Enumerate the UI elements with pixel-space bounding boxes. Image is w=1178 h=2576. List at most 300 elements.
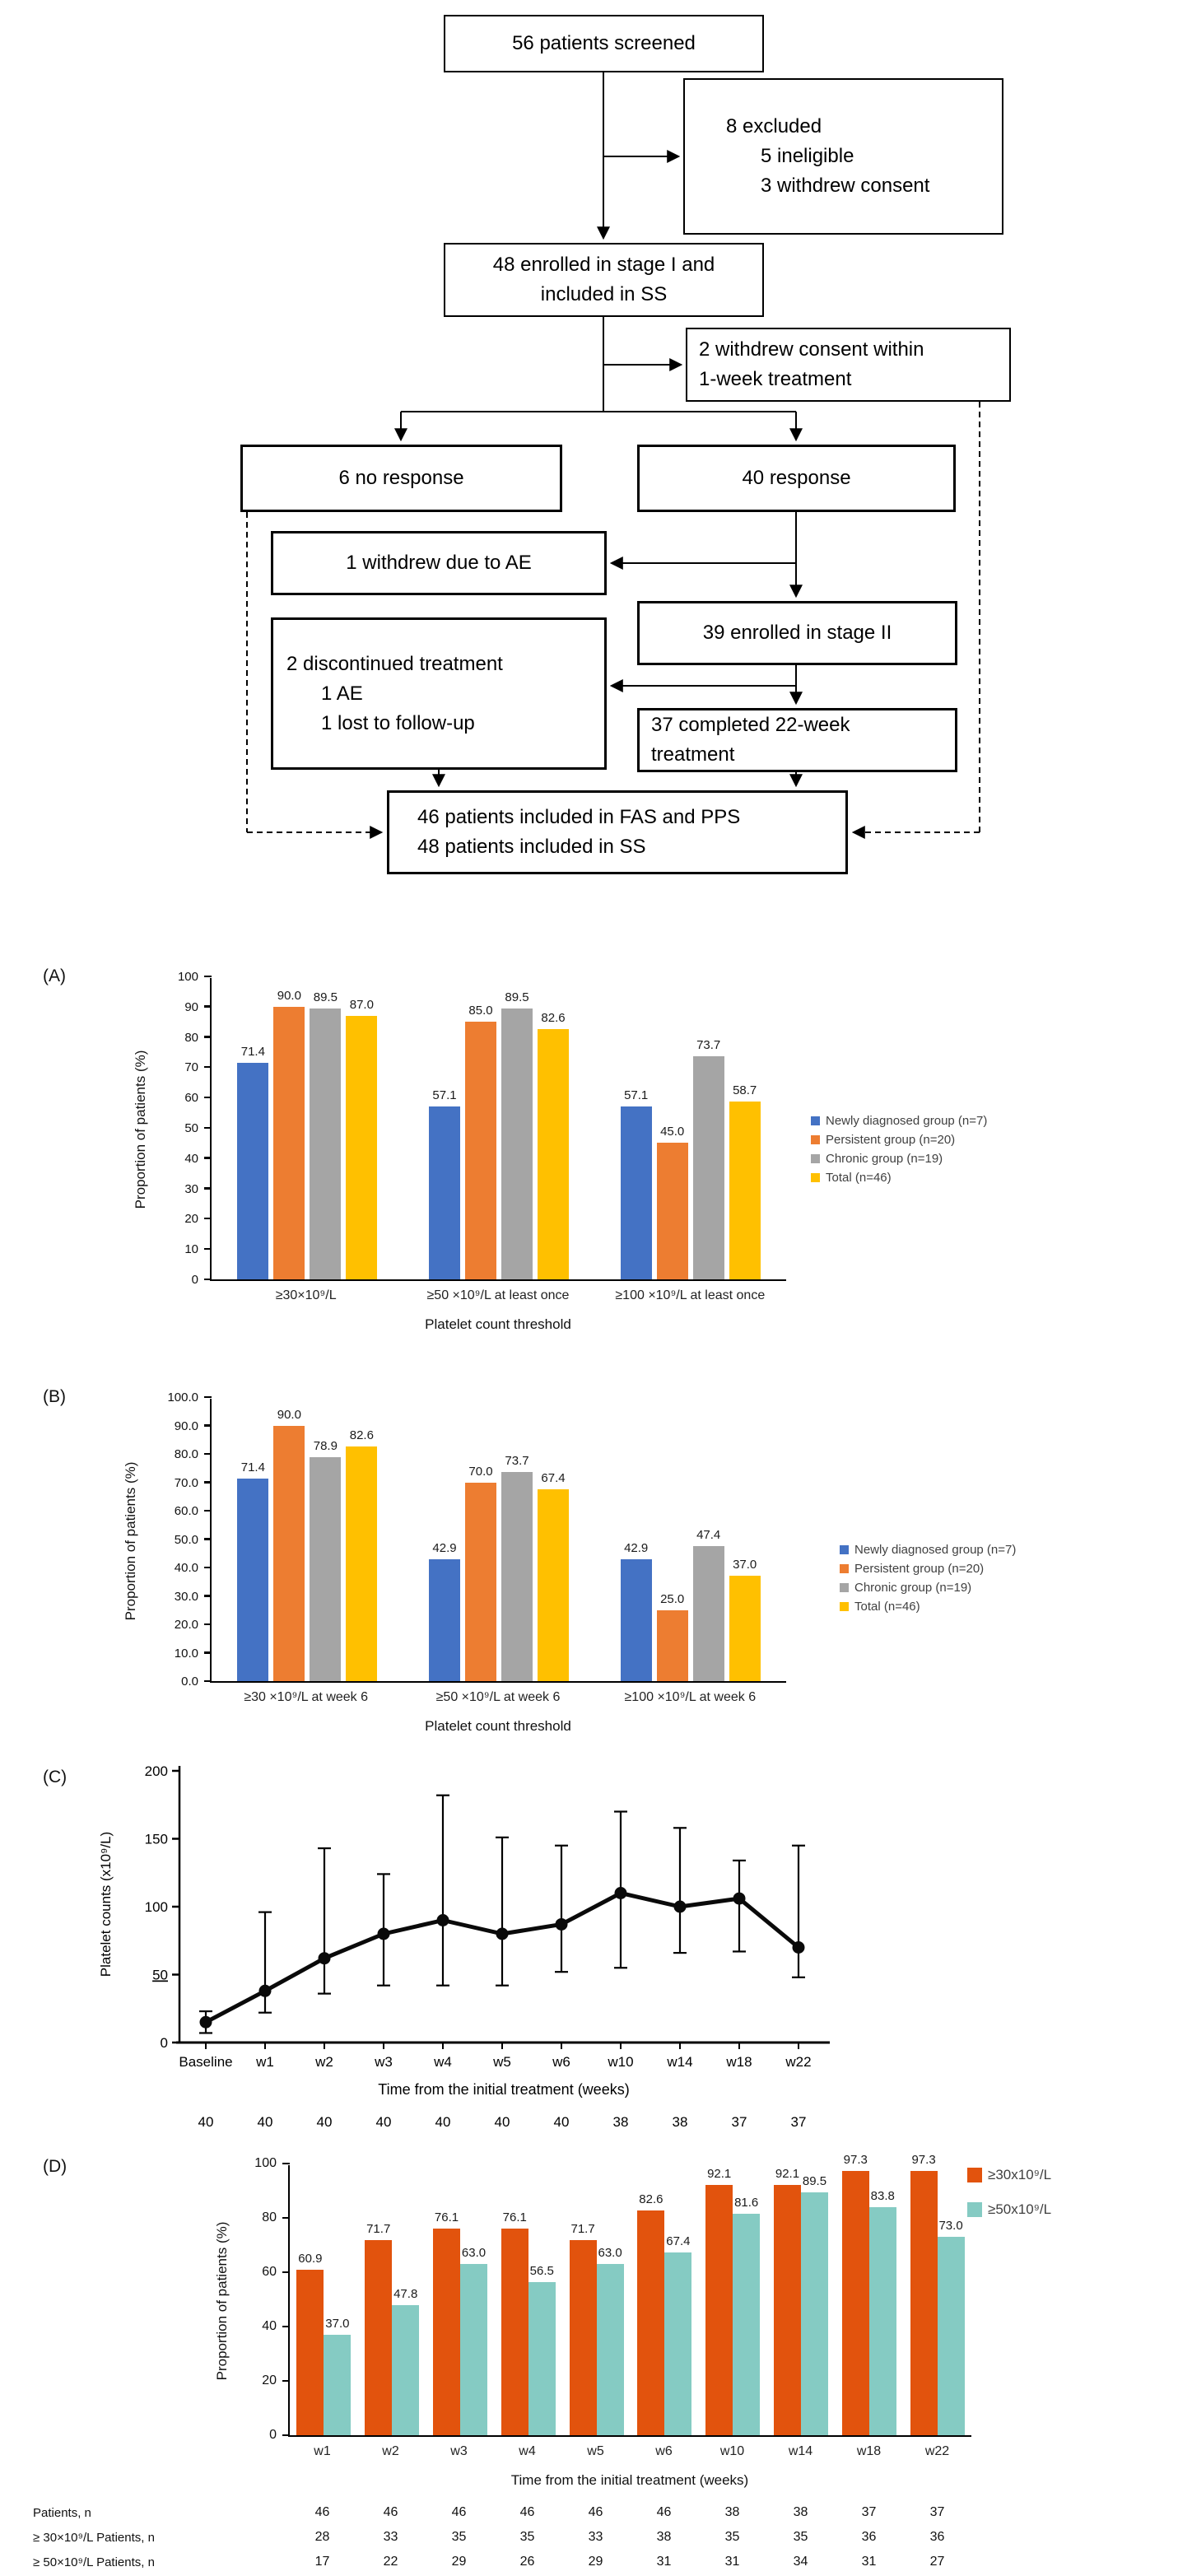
chart-a-legend [811,1114,987,1190]
x-category-label: w5 [493,2054,511,2070]
y-axis-title: Proportion of patients (%) [133,1050,148,1209]
bar-value-label: 57.1 [432,1088,457,1102]
x-category-label: w6 [655,2444,673,2458]
bar-group [237,988,377,1279]
error-bar [436,1796,449,1986]
legend-label: Chronic group (n=19) [826,1152,943,1166]
table-cell: 46 [588,2505,603,2519]
bar-value-label: 92.1 [775,2167,800,2182]
n-value: 37 [790,2114,807,2130]
table-cell: 46 [451,2505,467,2519]
table-cell: 46 [314,2505,330,2519]
chart-d-plot-area [254,2152,971,2442]
y-tick-mark [282,2163,290,2165]
x-category-label: w22 [785,2054,812,2070]
bar-≥50x10⁹/L [733,2195,760,2435]
y-tick-mark [204,1567,212,1569]
bar-group [570,2222,624,2435]
bar-Newly diagnosed group (n=7) [237,1460,268,1681]
table-cell: 28 [314,2530,330,2544]
bar-group [842,2152,896,2435]
flowchart-box-response [637,445,956,512]
error-bar [258,1912,272,2013]
bar-≥50x10⁹/L [392,2287,419,2435]
table-row [0,2502,1178,2527]
bar-≥50x10⁹/L [664,2234,691,2435]
legend-item [840,1543,1016,1557]
flowchart-box-line: 8 excluded [726,115,822,137]
y-tick-mark [204,1066,212,1069]
bar-value-label: 70.0 [468,1464,493,1479]
n-value: 38 [612,2114,629,2130]
chart-b-plot-area [167,1390,786,1689]
y-tick-mark [204,1157,212,1159]
y-tick-label: 150 [144,1831,168,1847]
panel-d-label: (D) [43,2157,68,2176]
data-point [378,1928,390,1940]
error-bar [555,1846,568,1972]
flowchart-box-line: 1 lost to follow-up [321,711,475,734]
y-tick-label: 0 [160,2035,168,2051]
bar-≥50x10⁹/L [460,2246,487,2435]
bar-≥50x10⁹/L [869,2189,896,2435]
bar-value-label: 89.5 [802,2173,827,2188]
y-tick-mark [204,1538,212,1540]
y-tick-label: 60.0 [174,1504,198,1518]
y-tick-label: 20 [262,2373,277,2387]
chart-d-n-table [0,2502,1178,2576]
bar-group [429,1453,569,1681]
bar-Total (n=46) [729,1083,761,1279]
data-point [793,1941,805,1954]
bar-group [910,2152,965,2435]
y-tick-label: 100 [254,2156,277,2170]
y-tick-mark [204,1453,212,1456]
y-tick-label: 200 [144,1763,168,1779]
data-point [556,1918,568,1931]
bar-value-label: 89.5 [505,990,529,1004]
y-tick-mark [204,1187,212,1190]
bar-≥50x10⁹/L [801,2173,828,2435]
legend-label: Persistent group (n=20) [854,1562,985,1576]
error-bar [733,1861,746,1952]
bar-value-label: 87.0 [349,997,374,1012]
table-cell: 31 [656,2555,672,2569]
legend-item [811,1152,987,1166]
table-cell: 38 [793,2505,808,2519]
bar-Total (n=46) [346,1428,377,1681]
x-category-label: w14 [667,2054,693,2070]
chart-d-legend [967,2167,1051,2236]
y-tick-label: 70.0 [174,1475,198,1490]
table-cell: 46 [519,2505,535,2519]
legend-item [811,1114,987,1128]
chart-b [123,1374,786,1735]
x-category-label: w6 [552,2054,570,2070]
bar-value-label: 73.7 [505,1453,529,1468]
flowchart-box-line: 2 withdrew consent within [699,338,924,361]
bar-group [433,2210,487,2435]
bar-column [699,2165,767,2435]
bar-column [835,2152,903,2435]
data-point [200,2016,212,2029]
y-tick-mark [282,2271,290,2274]
bar-value-label: 67.4 [541,1471,566,1486]
y-tick-mark [282,2326,290,2328]
x-category-label: w18 [856,2444,882,2458]
table-cell: 37 [929,2505,945,2519]
y-tick-label: 50 [184,1121,198,1135]
n-value: 38 [672,2114,688,2130]
panel-c-label: (C) [43,1768,68,1786]
bar-column [290,2165,358,2435]
y-tick-mark [204,1127,212,1130]
table-cell: 33 [588,2530,603,2544]
bar-≥30x10⁹/L [910,2152,938,2435]
x-category-label: ≥50 ×10⁹/L at week 6 [435,1690,561,1704]
bar-column [594,1399,786,1681]
flowchart-box-line: 46 patients included in FAS and PPS [417,806,741,828]
bar-group [637,2192,691,2435]
bar-value-label: 90.0 [277,988,301,1003]
legend-swatch [811,1173,820,1182]
x-category-label: w2 [382,2444,399,2458]
x-category-label: ≥30 ×10⁹/L at week 6 [244,1690,369,1704]
y-tick-label: 40 [184,1151,198,1166]
data-point [437,1914,449,1926]
panel-b-label: (B) [43,1387,66,1406]
y-tick-label: 80 [262,2210,277,2224]
bar-≥30x10⁹/L [570,2222,597,2435]
table-cell: 37 [861,2505,877,2519]
chart-a-plot-area [177,970,786,1287]
y-tick-label: 20.0 [174,1618,198,1632]
bar-value-label: 37.0 [733,1558,757,1572]
y-tick-label: 60 [262,2265,277,2279]
x-category-label: w2 [315,2054,333,2070]
legend-label: Total (n=46) [854,1600,920,1614]
y-tick-mark [204,1279,212,1281]
chart-d [214,2144,971,2489]
table-cell: 27 [929,2555,945,2569]
flowchart-box-withdrew-1week [686,328,1011,402]
y-tick-mark [204,1481,212,1484]
legend-item [840,1562,1016,1576]
flowchart-box-enrolled-stage1 [444,243,764,317]
bar-Chronic group (n=19) [501,1453,533,1681]
flowchart-box-screened [444,15,764,72]
bar-Persistent group (n=20) [657,1591,688,1681]
bar-Chronic group (n=19) [501,990,533,1279]
bar-Newly diagnosed group (n=7) [429,1541,460,1681]
bar-value-label: 71.7 [570,2222,595,2237]
data-point [615,1887,627,1899]
panel-a [0,953,1178,1333]
bar-value-label: 78.9 [313,1438,338,1453]
bar-Total (n=46) [729,1558,761,1681]
table-cell: 38 [724,2505,740,2519]
bar-≥50x10⁹/L [528,2263,556,2435]
bar-≥30x10⁹/L [501,2210,528,2435]
legend-label: Persistent group (n=20) [826,1133,956,1147]
y-tick-label: 10 [184,1242,198,1257]
chart-c [82,1754,1178,2139]
legend-label: Chronic group (n=19) [854,1581,972,1595]
table-row-label: ≥ 50×10⁹/L Patients, n [33,2555,155,2569]
bar-value-label: 56.5 [529,2263,554,2278]
legend-item [967,2201,1051,2218]
bar-column [594,978,786,1279]
bar-column [494,2165,562,2435]
bar-Chronic group (n=19) [310,990,341,1279]
flowchart-box-line: 1-week treatment [699,368,852,390]
error-bar [496,1838,509,1986]
table-cell: 17 [314,2555,330,2569]
y-tick-label: 30 [184,1181,198,1196]
y-tick-mark [204,1651,212,1654]
y-tick-mark [204,1680,212,1683]
bar-≥30x10⁹/L [842,2152,869,2435]
bar-Chronic group (n=19) [310,1438,341,1681]
y-tick-mark [204,1424,212,1427]
legend-item [811,1171,987,1185]
bar-Persistent group (n=20) [465,1464,496,1682]
x-category-label: w3 [375,2054,393,2070]
y-tick-label: 90.0 [174,1418,198,1433]
y-tick-mark [282,2434,290,2437]
bar-Newly diagnosed group (n=7) [621,1088,652,1279]
bar-column [426,2165,495,2435]
legend-swatch [811,1154,820,1163]
bar-value-label: 82.6 [541,1011,566,1026]
x-axis-title: Platelet count threshold [425,1718,571,1734]
flowchart-box-line: treatment [651,743,735,766]
legend-label: ≥50x10⁹/L [988,2201,1052,2217]
x-category-label: w1 [314,2444,331,2458]
table-row-values [288,2502,971,2520]
bar-Persistent group (n=20) [465,1004,496,1279]
flowchart-box-line: 37 completed 22-week [651,714,850,736]
bar-column [403,978,595,1279]
panel-a-label: (A) [43,967,66,985]
table-cell: 31 [724,2555,740,2569]
bar-value-label: 83.8 [870,2189,895,2204]
bar-≥30x10⁹/L [705,2167,733,2435]
x-axis-title: Platelet count threshold [425,1316,571,1332]
x-category-label: ≥100 ×10⁹/L at week 6 [624,1690,757,1704]
bar-value-label: 97.3 [843,2152,868,2167]
table-row-label: ≥ 30×10⁹/L Patients, n [33,2531,155,2545]
y-tick-mark [204,1623,212,1626]
legend-item [811,1133,987,1147]
panel-b [0,1374,1178,1735]
flowchart-box-line: 2 discontinued treatment [286,652,503,675]
y-tick-label: 80 [184,1030,198,1045]
x-category-label: ≥30×10⁹/L [275,1288,337,1302]
table-cell: 35 [793,2530,808,2544]
y-tick-label: 70 [184,1060,198,1075]
x-category-labels [288,2444,971,2459]
bar-value-label: 71.4 [240,1460,265,1474]
y-tick-label: 0 [269,2428,277,2442]
flowchart-box-withdrew-ae [271,531,607,595]
table-cell: 35 [451,2530,467,2544]
bar-value-label: 25.0 [660,1591,685,1606]
n-value: 40 [375,2114,392,2130]
y-axis-title: Proportion of patients (%) [123,1461,138,1620]
bar-Chronic group (n=19) [693,1528,724,1681]
x-category-label: w18 [726,2054,752,2070]
flowchart-box-excluded [683,78,1003,235]
flowchart-box-line: 40 response [742,467,851,489]
y-tick-mark [204,1036,212,1038]
bar-column [403,1399,595,1681]
bar-group [296,2252,351,2435]
flowchart-box-line: 48 enrolled in stage I and [492,254,715,276]
y-tick-label: 40.0 [174,1561,198,1575]
flowchart-box-line: 5 ineligible [761,145,854,167]
flowchart-box-line: 3 withdrew consent [761,175,930,197]
bar-column [903,2152,971,2435]
n-value: 40 [257,2114,273,2130]
bar-value-label: 97.3 [911,2152,936,2167]
table-row [0,2527,1178,2551]
bar-Newly diagnosed group (n=7) [621,1541,652,1681]
legend-item [840,1600,1016,1614]
y-tick-label: 40 [262,2319,277,2333]
bar-value-label: 42.9 [432,1541,457,1555]
data-point [674,1901,687,1913]
bar-column [212,1399,403,1681]
legend-label: Newly diagnosed group (n=7) [854,1543,1017,1557]
flowchart-box-discontinued [271,617,607,770]
legend-item [967,2167,1051,2183]
y-tick-label: 10.0 [174,1646,198,1661]
table-cell: 36 [929,2530,945,2544]
y-tick-label: 90 [184,999,198,1014]
n-value: 40 [553,2114,570,2130]
n-value: 40 [316,2114,333,2130]
table-row-values [288,2527,971,2545]
table-cell: 22 [383,2555,398,2569]
y-tick-label: 100 [177,970,198,984]
bar-value-label: 42.9 [624,1541,649,1555]
bar-value-label: 73.7 [696,1037,721,1052]
table-cell: 35 [724,2530,740,2544]
bar-value-label: 63.0 [598,2246,622,2261]
x-category-labels [210,1288,786,1303]
bar-value-label: 76.1 [434,2210,459,2224]
bar-value-label: 85.0 [468,1004,493,1018]
data-point [733,1893,746,1905]
table-cell: 46 [383,2505,398,2519]
bar-value-label: 71.7 [366,2222,391,2237]
x-category-label: ≥100 ×10⁹/L at least once [615,1288,766,1302]
x-axis-title: Time from the initial treatment (weeks) [378,2081,630,2098]
flowchart-box-no-response [240,445,562,512]
table-cell: 26 [519,2555,535,2569]
x-category-label: w5 [587,2444,604,2458]
x-category-label: w4 [434,2054,452,2070]
y-tick-label: 0.0 [181,1675,198,1689]
y-tick-mark [204,1510,212,1512]
y-tick-mark [282,2380,290,2383]
bar-group [237,1407,377,1682]
panel-d [0,2144,1178,2576]
bar-value-label: 47.8 [393,2287,418,2302]
bar-value-label: 45.0 [660,1125,685,1139]
bar-value-label: 47.4 [696,1528,721,1543]
y-tick-label: 20 [184,1212,198,1227]
bar-≥30x10⁹/L [774,2167,801,2435]
legend-swatch [840,1545,849,1554]
y-tick-mark [204,1097,212,1099]
bar-Newly diagnosed group (n=7) [429,1088,460,1279]
data-point [319,1952,331,1964]
bar-≥30x10⁹/L [296,2252,324,2435]
n-value: 40 [198,2114,214,2130]
bar-Chronic group (n=19) [693,1037,724,1279]
x-category-label: Baseline [179,2054,233,2070]
y-tick-mark [204,1248,212,1251]
x-category-label: ≥50 ×10⁹/L at least once [426,1288,570,1302]
n-value: 37 [731,2114,747,2130]
bar-value-label: 81.6 [734,2195,759,2210]
bar-Persistent group (n=20) [273,1407,305,1682]
flowchart-box-line: 39 enrolled in stage II [702,622,892,644]
y-tick-mark [204,1218,212,1220]
table-cell: 36 [861,2530,877,2544]
bar-value-label: 67.4 [666,2234,691,2248]
y-tick-label: 100.0 [167,1390,198,1404]
bar-Persistent group (n=20) [657,1125,688,1279]
bar-Persistent group (n=20) [273,988,305,1279]
bar-column [767,2165,836,2435]
legend-swatch [840,1583,849,1592]
bar-column [212,978,403,1279]
flowchart-box-line: 6 no response [338,467,464,489]
table-cell: 35 [519,2530,535,2544]
legend-label: Total (n=46) [826,1171,892,1185]
bar-Total (n=46) [346,997,377,1279]
chart-b-legend [840,1543,1016,1619]
legend-swatch [840,1564,849,1573]
legend-swatch [811,1135,820,1144]
bar-Newly diagnosed group (n=7) [237,1045,268,1279]
bar-group [621,1037,761,1279]
table-cell: 34 [793,2555,808,2569]
bar-≥50x10⁹/L [324,2316,351,2435]
legend-swatch [967,2168,982,2182]
bar-value-label: 73.0 [938,2219,963,2234]
bar-value-label: 57.1 [624,1088,649,1102]
bar-≥50x10⁹/L [938,2219,965,2435]
bar-group [501,2210,556,2435]
flowchart-box-line: included in SS [540,283,668,305]
chart-a [133,953,786,1333]
flowchart-box-line: 48 patients included in SS [417,836,646,858]
patient-disposition-flowchart [0,0,1178,889]
error-bar [792,1846,805,1977]
legend-label: ≥30x10⁹/L [988,2167,1052,2182]
flowchart-box-line: 1 AE [321,682,363,705]
y-tick-mark [204,976,212,978]
bar-value-label: 76.1 [502,2210,527,2224]
panel-c [0,1754,1178,2139]
table-cell: 33 [383,2530,398,2544]
x-category-label: w3 [450,2444,468,2458]
bar-value-label: 60.9 [298,2252,323,2266]
